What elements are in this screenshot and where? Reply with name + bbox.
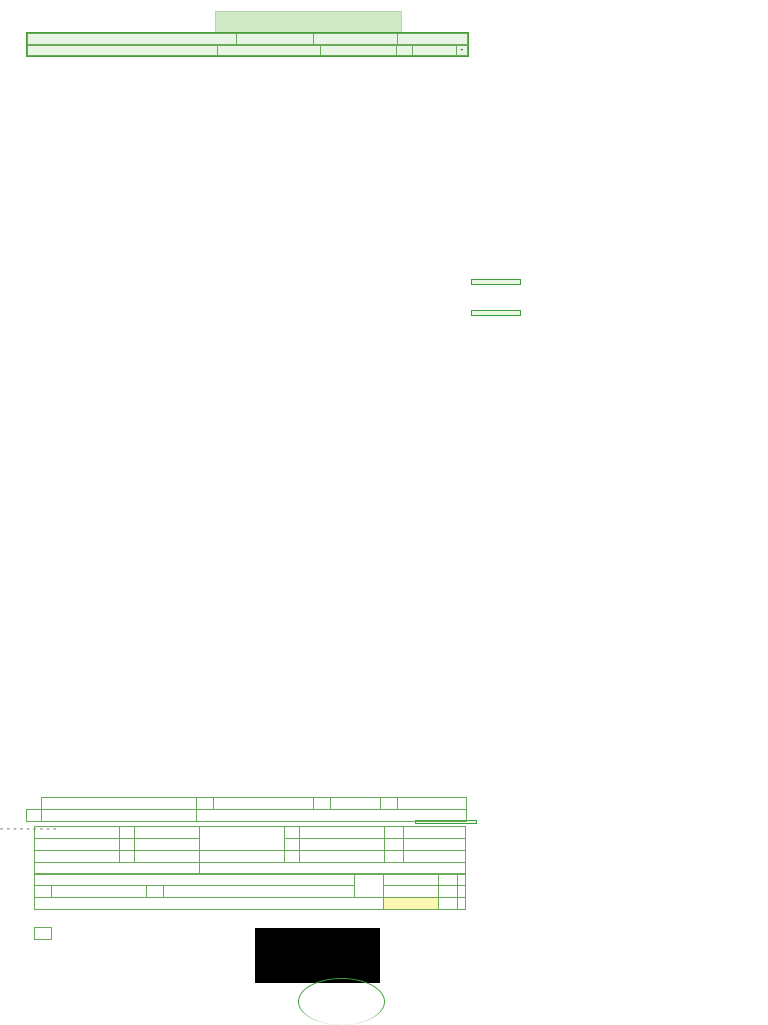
value-92[interactable] [404,851,466,863]
amounts-table [34,826,466,875]
favor-value[interactable] [135,827,200,839]
bank-code [35,886,52,898]
favor-label [35,827,120,839]
name-input[interactable] [196,810,467,822]
rut-label [41,798,196,810]
note-negative [471,279,521,285]
account-type-table [34,927,244,962]
code-91b [385,839,404,851]
col-credit-business [236,34,313,45]
id-blank [27,798,42,810]
form-grid [26,32,469,57]
value-94[interactable] [457,886,465,898]
code-95 [438,898,457,910]
label-93 [383,874,438,886]
column-header-row [28,34,468,45]
ap2-label [330,798,380,810]
value-93[interactable] [457,874,465,886]
ap1-label [213,798,313,810]
value-90[interactable] [404,827,466,839]
header-left [28,12,188,18]
label-91 [300,839,385,851]
code-90b [385,827,404,839]
favor-blank [35,839,120,851]
stamp-area [255,928,380,983]
type-instruction [52,940,157,952]
code-92b [385,851,404,863]
value-95[interactable] [457,898,465,910]
type-cc[interactable] [156,928,244,940]
ap1-code [196,798,213,810]
id-table [26,797,467,822]
label-94 [383,886,438,898]
nom-label [397,798,467,810]
account-code [147,886,164,898]
type-blank2 [35,951,52,962]
devol-label [35,851,120,863]
rut-input[interactable] [41,810,196,822]
devol-value[interactable] [135,851,200,863]
signature-oval [298,978,385,1025]
favor-blank3 [135,839,200,851]
type-cv[interactable] [156,940,244,952]
code-90 [285,827,300,839]
type-label [52,928,157,940]
type-blank [35,940,52,952]
pagar-label [200,827,285,851]
deposit-label [35,874,355,886]
label-95 [383,898,438,910]
taxes-col-impuestos [28,45,218,56]
col-credit-first [313,34,397,45]
deposit-blank [35,898,384,910]
nom-code [380,798,397,810]
code-93 [438,874,457,886]
plazo-side [354,874,383,898]
ap2-code [313,798,330,810]
pagar-blank [200,851,285,863]
taxes-header-row [28,45,468,56]
row-code-03 [27,810,42,822]
type-blank3 [52,951,157,962]
devol-code [120,851,135,863]
taxes-code-31 [397,45,412,56]
favor-code [120,827,135,839]
taxes-col-base [217,45,321,56]
label-90 [300,827,385,839]
type-ca[interactable] [156,951,244,962]
code-92 [285,851,300,863]
note-positive [471,310,521,316]
code-94 [438,886,457,898]
favor-blank2 [120,839,135,851]
code-91 [285,839,300,851]
col-items [28,34,237,45]
taxes-table [27,45,468,57]
label-92 [300,851,385,863]
type-code [35,928,52,940]
taxes-col-rebajas [321,45,397,56]
col-income [397,34,467,45]
account-label[interactable] [164,886,355,898]
bank-label[interactable] [52,886,147,898]
form-title-box [215,11,402,33]
income-table [27,33,468,45]
taxes-value-31[interactable] [412,45,456,56]
margin-ticks: ≈ ≈ ≈ ≈ ≈ ≈ ≈ ≈ ≈ [0,826,58,831]
deposit-table [34,873,466,910]
value-91[interactable] [404,839,466,851]
taxes-sign: + [456,45,467,56]
